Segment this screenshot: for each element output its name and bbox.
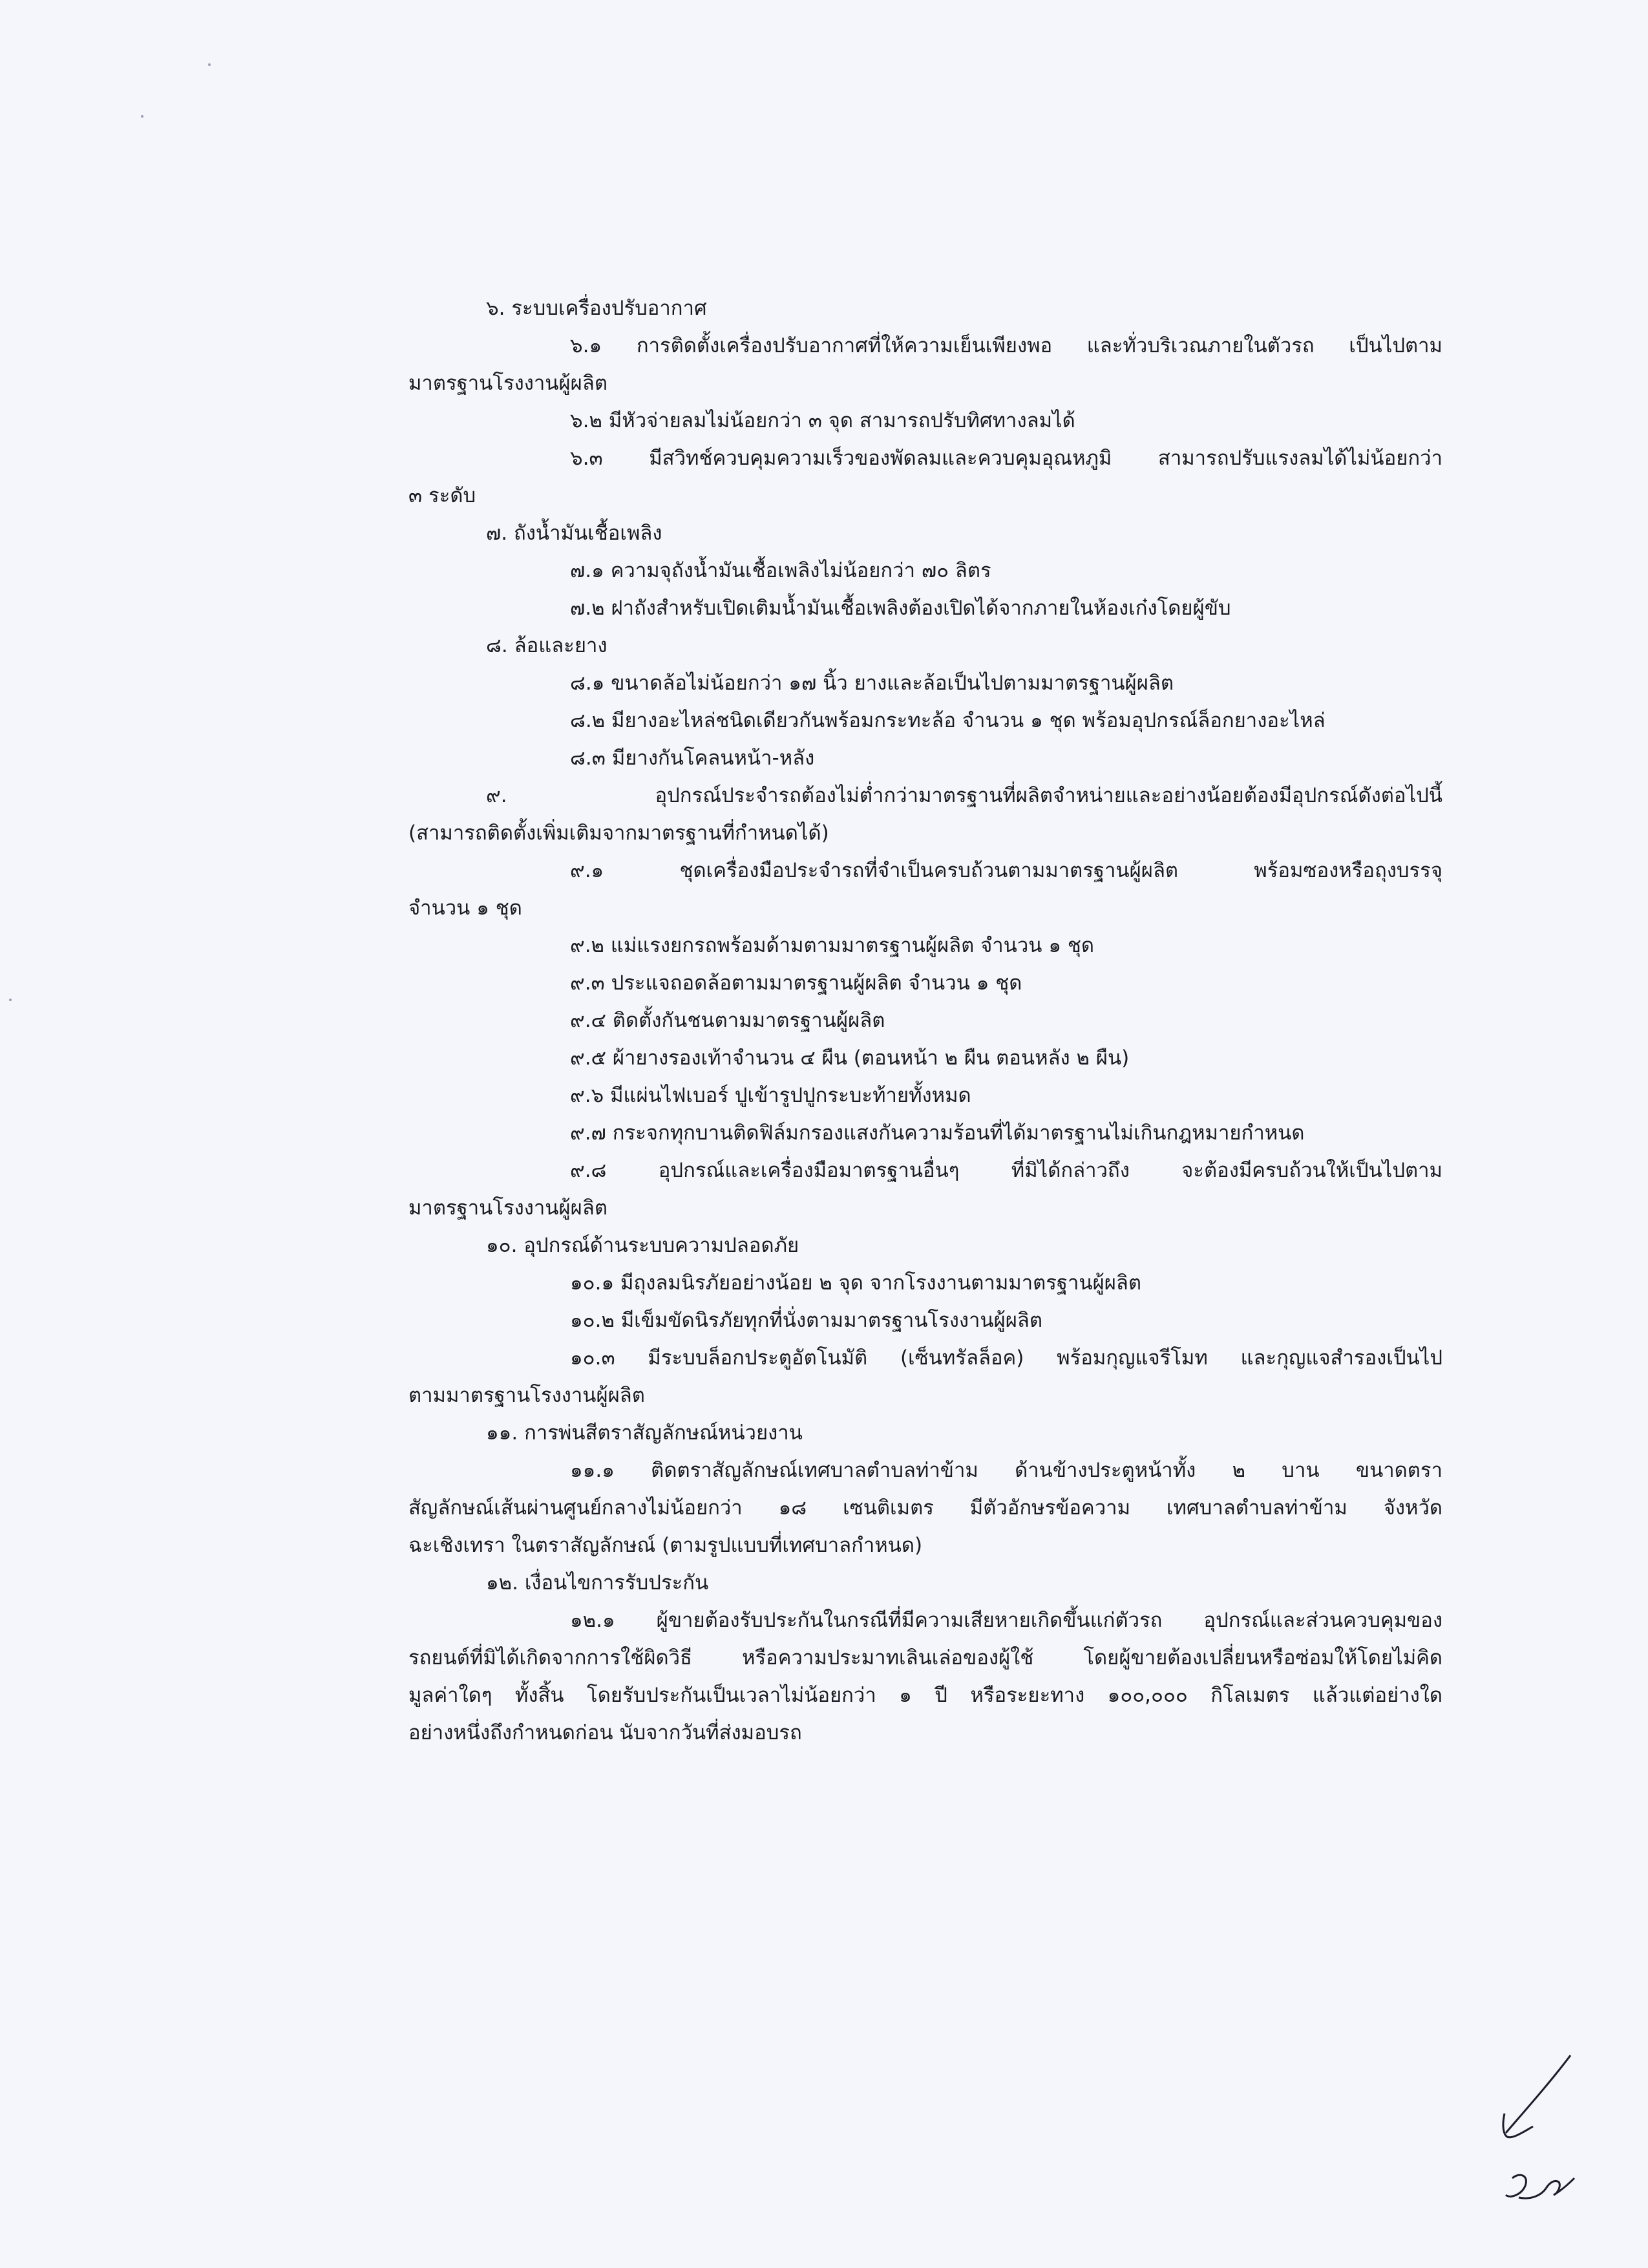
text-line: ๑๐.๒ มีเข็มขัดนิรภัยทุกที่นั่งตามมาตรฐานโรงงานผู้ผลิต: [570, 1309, 1043, 1332]
text-line: อย่างหนึ่งถึงกำหนดก่อน นับจากวันที่ส่งมอบรถ: [408, 1721, 802, 1744]
text-line: (สามารถติดตั้งเพิ่มเติมจากมาตรฐานที่กำหนดได้): [408, 821, 829, 845]
scan-speck: [9, 999, 12, 1001]
text-line: ๑๑.๑ ติดตราสัญลักษณ์เทศบาลตำบลท่าข้าม ด้านข้างประตูหน้าทั้ง ๒ บาน ขนาดตรา: [570, 1459, 1442, 1482]
text-line: ๗.๑ ความจุถังน้ำมันเชื้อเพลิงไม่น้อยกว่า ๗๐ ลิตร: [570, 559, 991, 582]
text-line: ตามมาตรฐานโรงงานผู้ผลิต: [408, 1384, 645, 1407]
text-line: สัญลักษณ์เส้นผ่านศูนย์กลางไม่น้อยกว่า ๑๘ เซนติเมตร มีตัวอักษรข้อความ เทศบาลตำบลท่าข้าม จังหวัด: [408, 1496, 1442, 1520]
text-line: ๖. ระบบเครื่องปรับอากาศ: [486, 297, 707, 320]
text-line: ๙.๘ อุปกรณ์และเครื่องมือมาตรฐานอื่นๆ ที่มิได้กล่าวถึง จะต้องมีครบถ้วนให้เป็นไปตาม: [570, 1159, 1442, 1182]
text-line: ๙. อุปกรณ์ประจำรถต้องไม่ต่ำกว่ามาตรฐานที่ผลิตจำหน่ายและอย่างน้อยต้องมีอุปกรณ์ดังต่อไปนี้: [486, 784, 1442, 807]
text-line: ๘. ล้อและยาง: [486, 634, 607, 657]
text-line: ๗.๒ ฝาถังสำหรับเปิดเติมน้ำมันเชื้อเพลิงต้องเปิดได้จากภายในห้องเก๋งโดยผู้ขับ: [570, 597, 1231, 620]
text-line: ๘.๒ มียางอะไหล่ชนิดเดียวกันพร้อมกระทะล้อ จำนวน ๑ ชุด พร้อมอุปกรณ์ล็อกยางอะไหล่: [570, 709, 1326, 732]
text-line: ๖.๓ มีสวิทช์ควบคุมความเร็วของพัดลมและควบคุมอุณหภูมิ สามารถปรับแรงลมได้ไม่น้อยกว่า: [570, 447, 1442, 470]
text-line: ๙.๑ ชุดเครื่องมือประจำรถที่จำเป็นครบถ้วนตามมาตรฐานผู้ผลิต พร้อมซองหรือถุงบรรจุ: [570, 859, 1442, 882]
text-line: ๙.๔ ติดตั้งกันชนตามมาตรฐานผู้ผลิต: [570, 1009, 885, 1032]
text-line: ๘.๑ ขนาดล้อไม่น้อยกว่า ๑๗ นิ้ว ยางและล้อเป็นไปตามมาตรฐานผู้ผลิต: [570, 672, 1174, 695]
text-line: จำนวน ๑ ชุด: [408, 896, 522, 920]
text-line: ๓ ระดับ: [408, 484, 476, 507]
text-line: ๙.๕ ผ้ายางรองเท้าจำนวน ๔ ผืน (ตอนหน้า ๒ ผืน ตอนหลัง ๒ ผืน): [570, 1046, 1130, 1070]
text-line: ๑๐.๑ มีถุงลมนิรภัยอย่างน้อย ๒ จุด จากโรงงานตามมาตรฐานผู้ผลิต: [570, 1271, 1142, 1295]
text-line: ๙.๒ แม่แรงยกรถพร้อมด้ามตามมาตรฐานผู้ผลิต จำนวน ๑ ชุด: [570, 934, 1095, 957]
text-line: ๙.๓ ประแจถอดล้อตามมาตรฐานผู้ผลิต จำนวน ๑ ชุด: [570, 971, 1022, 995]
text-line: มูลค่าใดๆ ทั้งสิ้น โดยรับประกันเป็นเวลาไม่น้อยกว่า ๑ ปี หรือระยะทาง ๑๐๐,๐๐๐ กิโลเมตร แล้วแต่อย่างใด: [408, 1684, 1442, 1707]
text-line: ๑๑. การพ่นสีตราสัญลักษณ์หน่วยงาน: [486, 1421, 803, 1445]
text-line: ๑๐. อุปกรณ์ด้านระบบความปลอดภัย: [486, 1234, 799, 1257]
scan-speck: [208, 63, 211, 66]
text-line: รถยนต์ที่มิได้เกิดจากการใช้ผิดวิธี หรือความประมาทเลินเล่อของผู้ใช้ โดยผู้ขายต้องเปลี่ยนหรือซ่อมให้โดยไม่คิด: [408, 1646, 1442, 1669]
document-body: [408, 290, 1442, 1752]
text-line: มาตรฐานโรงงานผู้ผลิต: [408, 1196, 607, 1220]
text-line: ๙.๖ มีแผ่นไฟเบอร์ ปูเข้ารูปปูกระบะท้ายทั้งหมด: [570, 1084, 971, 1107]
text-line: ๙.๗ กระจกทุกบานติดฟิล์มกรองแสงกันความร้อนที่ได้มาตรฐานไม่เกินกฎหมายกำหนด: [570, 1121, 1305, 1145]
text-line: ๗. ถังน้ำมันเชื้อเพลิง: [486, 522, 662, 545]
text-line: ๘.๓ มียางกันโคลนหน้า-หลัง: [570, 747, 815, 770]
text-line: ๑๐.๓ มีระบบล็อกประตูอัตโนมัติ (เซ็นทรัลล็อค) พร้อมกุญแจรีโมท และกุญแจสำรองเป็นไป: [570, 1346, 1442, 1370]
text-line: ๑๒.๑ ผู้ขายต้องรับประกันในกรณีที่มีความเสียหายเกิดขึ้นแก่ตัวรถ อุปกรณ์และส่วนควบคุมของ: [570, 1609, 1442, 1632]
text-line: มาตรฐานโรงงานผู้ผลิต: [408, 372, 607, 395]
text-line: ๑๒. เงื่อนไขการรับประกัน: [486, 1571, 709, 1595]
text-line: ๖.๒ มีหัวจ่ายลมไม่น้อยกว่า ๓ จุด สามารถปรับทิศทางลมได้: [570, 409, 1075, 432]
scan-speck: [141, 115, 143, 118]
handwritten-signature: [1474, 2042, 1603, 2236]
text-line: ฉะเชิงเทรา ในตราสัญลักษณ์ (ตามรูปแบบที่เทศบาลกำหนด): [408, 1534, 923, 1557]
text-line: ๖.๑ การติดตั้งเครื่องปรับอากาศที่ให้ความเย็นเพียงพอ และทั่วบริเวณภายในตัวรถ เป็นไปตาม: [570, 334, 1442, 357]
